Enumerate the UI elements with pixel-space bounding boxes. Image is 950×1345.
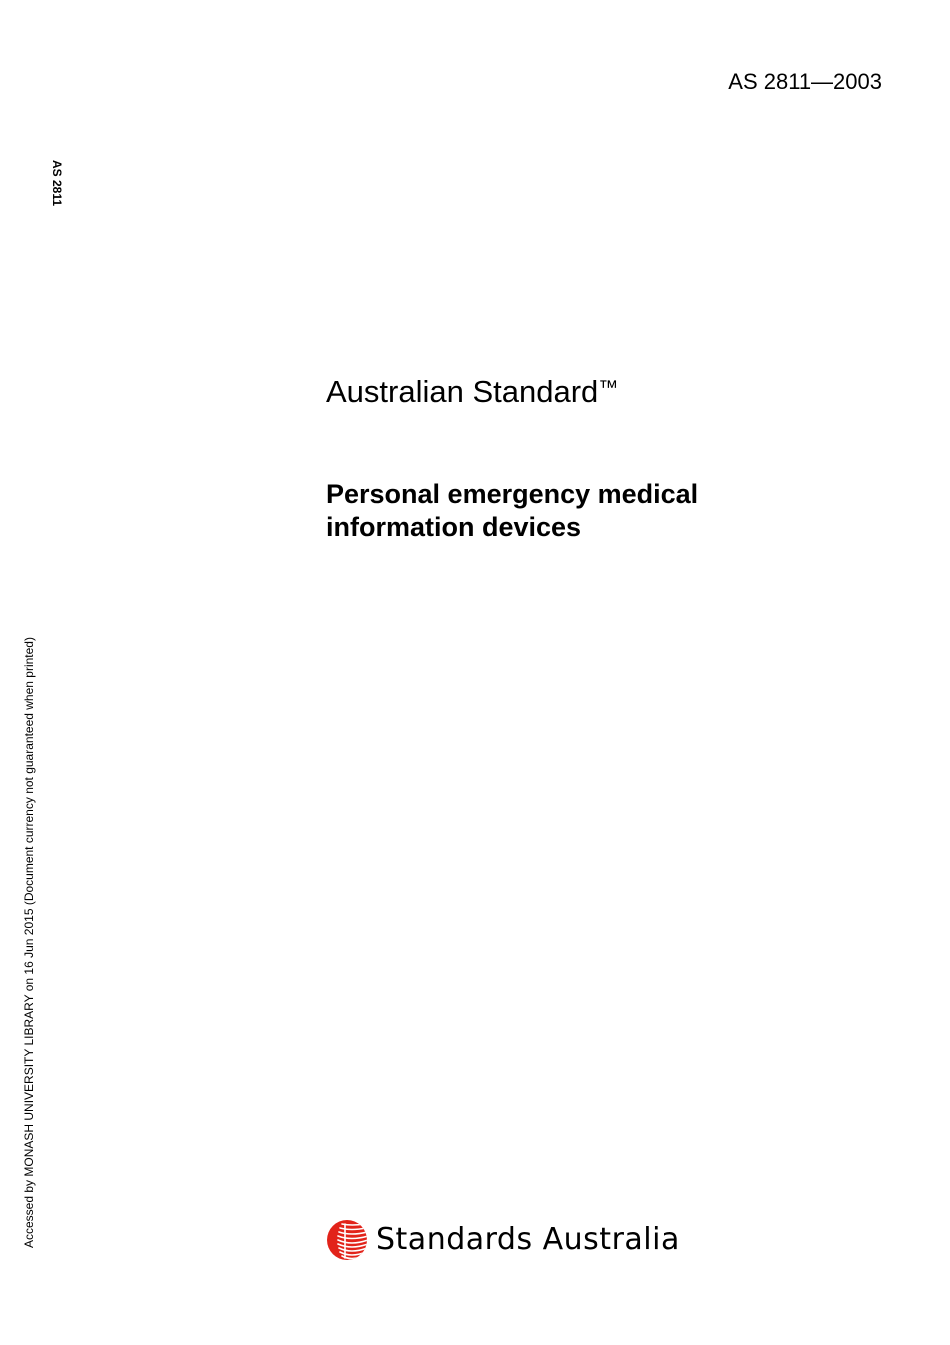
document-title — [326, 478, 846, 544]
document-title-line-2: information devices — [326, 512, 582, 542]
publisher-name: Standards Australia — [376, 1222, 680, 1257]
spine-label: AS 2811 — [50, 160, 64, 207]
standards-australia-logo-icon — [326, 1218, 368, 1262]
trademark-symbol: ™ — [598, 377, 619, 399]
document-title-line-1: Personal emergency medical — [326, 479, 699, 509]
publisher-brand — [326, 1218, 680, 1262]
standard-heading — [326, 372, 618, 412]
document-number: AS 2811—2003 — [728, 69, 882, 94]
access-note: Accessed by MONASH UNIVERSITY LIBRARY on 16 Jun 2015 (Document currency not guaranteed when printed) — [22, 637, 36, 1248]
standard-heading-text: Australian Standard — [326, 374, 599, 409]
